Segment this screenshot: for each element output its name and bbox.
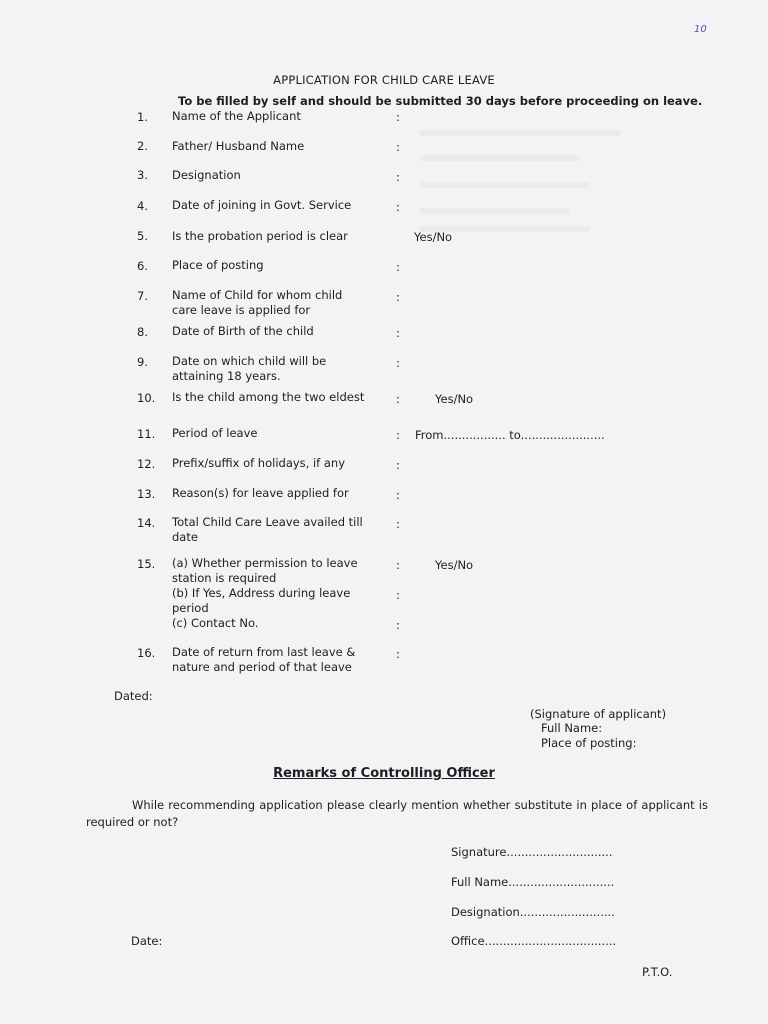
form-title: APPLICATION FOR CHILD CARE LEAVE [273, 73, 495, 87]
item-colon: : [396, 588, 400, 602]
item-number: 11. [137, 427, 156, 441]
item-label-attaining-18: Date on which child will be attaining 18 years. [172, 354, 327, 383]
item-label-address-during-leave: (b) If Yes, Address during leave period [172, 586, 351, 615]
item-colon: : [396, 458, 400, 472]
item-label-applicant-name: Name of the Applicant [172, 109, 301, 123]
item-label-permission-leave-station: (a) Whether permission to leave station is required [172, 556, 358, 585]
item-colon: : [396, 647, 400, 661]
item-colon: : [396, 428, 400, 442]
item-number: 3. [137, 168, 148, 182]
item-colon: : [396, 140, 400, 154]
date-label: Date: [131, 934, 163, 948]
item-colon: : [396, 326, 400, 340]
remarks-paragraph: While recommending application please clearly mention whether substitute in place of applicant is required or not? [86, 798, 708, 829]
item-number: 14. [137, 516, 156, 530]
officer-signature-field: Signature............................. [451, 845, 613, 859]
item-number: 12. [137, 457, 156, 471]
item-label-father-husband-name: Father/ Husband Name [172, 139, 305, 153]
item-value-yes-no: Yes/No [414, 230, 453, 244]
scan-bleed-mark [420, 130, 620, 136]
item-label-total-ccl: Total Child Care Leave availed till date [172, 515, 363, 544]
item-colon: : [396, 618, 400, 632]
item-number: 15. [137, 557, 156, 571]
item-number: 6. [137, 259, 148, 273]
place-of-posting-label: Place of posting: [541, 736, 637, 750]
item-number: 16. [137, 646, 156, 660]
item-label-place-of-posting: Place of posting [172, 258, 264, 272]
item-value-yes-no: Yes/No [435, 392, 474, 406]
item-colon: : [396, 290, 400, 304]
item-label-prefix-suffix: Prefix/suffix of holidays, if any [172, 456, 346, 470]
item-label-date-of-return: Date of return from last leave & nature and period of that leave [172, 645, 356, 674]
item-label-two-eldest: Is the child among the two eldest [172, 390, 365, 404]
item-colon: : [396, 356, 400, 370]
item-colon: : [396, 110, 400, 124]
item-colon: : [396, 392, 400, 406]
officer-designation-field: Designation.......................... [451, 905, 615, 919]
signature-of-applicant-label: (Signature of applicant) [530, 707, 667, 721]
item-label-designation: Designation [172, 168, 241, 182]
officer-office-field: Office.................................... [451, 934, 617, 948]
item-number: 8. [137, 325, 148, 339]
item-value-from-to: From................. to....................... [415, 428, 605, 442]
pto-label: P.T.O. [642, 965, 673, 979]
item-colon: : [396, 170, 400, 184]
item-colon: : [396, 260, 400, 274]
item-label-date-of-joining: Date of joining in Govt. Service [172, 198, 352, 212]
item-label-period-of-leave: Period of leave [172, 426, 258, 440]
scan-bleed-mark [420, 182, 590, 188]
item-label-child-name: Name of Child for whom child care leave is applied for [172, 288, 343, 317]
item-colon: : [396, 558, 400, 572]
item-number: 4. [137, 199, 148, 213]
item-label-contact-no: (c) Contact No. [172, 616, 259, 630]
item-number: 13. [137, 487, 156, 501]
item-number: 10. [137, 391, 156, 405]
item-colon: : [396, 488, 400, 502]
item-number: 9. [137, 355, 148, 369]
item-label-reasons: Reason(s) for leave applied for [172, 486, 349, 500]
item-number: 7. [137, 289, 148, 303]
officer-full-name-field: Full Name............................. [451, 875, 615, 889]
item-number: 2. [137, 139, 148, 153]
item-number: 5. [137, 229, 148, 243]
scan-bleed-mark [420, 155, 580, 161]
item-colon: : [396, 517, 400, 531]
page-number-mark: 10 [694, 24, 707, 35]
full-name-label: Full Name: [541, 721, 603, 735]
item-number: 1. [137, 110, 148, 124]
scan-bleed-mark [420, 208, 570, 214]
remarks-heading: Remarks of Controlling Officer [273, 766, 495, 781]
item-label-child-dob: Date of Birth of the child [172, 324, 314, 338]
form-instruction: To be filled by self and should be submitted 30 days before proceeding on leave. [178, 94, 703, 108]
item-colon: : [396, 200, 400, 214]
item-value-yes-no: Yes/No [435, 558, 474, 572]
dated-label: Dated: [114, 689, 153, 703]
item-label-probation-clear: Is the probation period is clear [172, 229, 348, 243]
